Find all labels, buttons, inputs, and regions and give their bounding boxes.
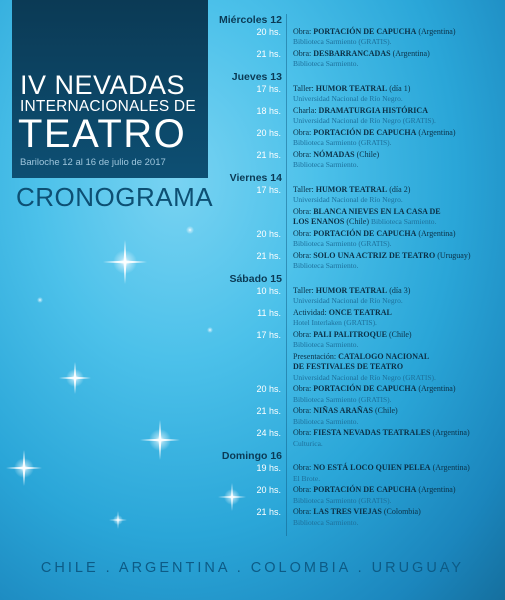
event-title: PORTACIÓN DE CAPUCHA xyxy=(313,27,417,36)
event-title: HUMOR TEATRAL xyxy=(315,185,388,194)
section-title: CRONOGRAMA xyxy=(16,182,214,212)
event-line xyxy=(293,308,500,318)
event-origin: (Chile) xyxy=(373,406,398,416)
event-venue: Biblioteca Sarmiento (GRATIS). xyxy=(293,37,392,47)
event-origin: (Chile) xyxy=(386,330,412,340)
event-title-cont: DE FESTIVALES DE TEATRO xyxy=(293,362,404,372)
event-title: PORTACIÓN DE CAPUCHA xyxy=(313,128,417,137)
event-title: FIESTA NEVADAS TEATRALES xyxy=(313,428,431,438)
event-origin: (Argentina) xyxy=(430,463,470,473)
event-venue: Biblioteca Sarmiento. xyxy=(293,59,359,69)
event-time xyxy=(200,207,281,227)
event-row xyxy=(200,150,500,170)
event-time: 20 hs. xyxy=(256,27,281,37)
event-line xyxy=(293,362,500,372)
event-time: 10 hs. xyxy=(256,286,281,297)
day-label: Jueves 13 xyxy=(231,71,282,83)
event-row xyxy=(200,308,500,328)
event-type: Obra: xyxy=(293,27,314,36)
event-time xyxy=(200,352,281,382)
event-title: CATALOGO NACIONAL xyxy=(338,352,430,362)
event-origin: (Colombia) xyxy=(381,507,421,517)
event-line xyxy=(293,251,500,261)
event-origin: (Argentina) xyxy=(430,428,470,438)
event-row xyxy=(200,229,500,249)
event-body xyxy=(281,507,500,527)
event-title: NIÑAS ARAÑAS xyxy=(313,406,374,416)
event-venue: Hotel Interlaken (GRATIS). xyxy=(293,318,377,328)
event-type: Obra: xyxy=(293,229,314,239)
event-origin: (día 2) xyxy=(387,185,411,194)
event-origin: (Argentina) xyxy=(416,27,456,36)
event-type: Charla: xyxy=(293,106,319,115)
event-row xyxy=(200,27,500,47)
event-time: 19 hs. xyxy=(256,463,281,474)
day-block xyxy=(200,71,500,170)
event-body xyxy=(281,229,500,249)
event-venue: Universidad Nacional de Río Negro. xyxy=(293,195,403,205)
event-type: Obra: xyxy=(293,428,314,438)
event-body xyxy=(281,428,500,448)
event-row xyxy=(200,485,500,505)
event-origin: (Argentina) xyxy=(416,485,456,495)
event-time: 21 hs. xyxy=(256,406,281,417)
event-title: DRAMATURGIA HISTÓRICA xyxy=(318,106,428,115)
event-type: Obra: xyxy=(293,128,314,137)
countries-footer: CHILE . ARGENTINA . COLOMBIA . URUGUAY xyxy=(40,560,465,576)
event-type: Obra: xyxy=(293,406,314,416)
event-title: PORTACIÓN DE CAPUCHA xyxy=(313,229,417,239)
event-body xyxy=(281,84,500,104)
event-row xyxy=(200,463,500,483)
event-venue: Universidad Nacional de Río Negro (GRATIS). xyxy=(293,116,436,126)
event-time: 17 hs. xyxy=(256,84,281,94)
event-title: PORTACIÓN DE CAPUCHA xyxy=(313,485,417,495)
event-title: PORTACIÓN DE CAPUCHA xyxy=(313,384,417,394)
event-body xyxy=(281,485,500,505)
event-venue: Biblioteca Sarmiento (GRATIS). xyxy=(293,138,392,148)
day-label: Viernes 14 xyxy=(229,172,282,184)
schedule-list xyxy=(200,14,500,529)
event-type: Obra: xyxy=(293,330,314,340)
event-type: Obra: xyxy=(293,463,314,473)
festival-place-date: Bariloche 12 al 16 de julio de 2017 xyxy=(20,157,166,168)
day-block xyxy=(200,14,500,69)
festival-title-line1: IV NEVADAS xyxy=(20,70,186,100)
event-origin: (Chile) xyxy=(354,150,380,159)
event-body xyxy=(281,286,500,306)
event-body xyxy=(281,207,500,227)
event-origin: (Argentina) xyxy=(416,229,456,239)
event-venue: Culturica. xyxy=(293,438,323,448)
event-line xyxy=(293,384,500,394)
event-origin: (Argentina) xyxy=(390,49,430,58)
event-title: DESBARRANCADAS xyxy=(313,49,391,58)
event-time: 18 hs. xyxy=(256,106,281,116)
event-venue: Biblioteca Sarmiento (GRATIS). xyxy=(293,239,392,249)
event-title: NÓMADAS xyxy=(313,150,355,159)
event-line xyxy=(293,207,500,217)
event-origin: (día 3) xyxy=(387,286,411,296)
event-time: 20 hs. xyxy=(256,128,281,138)
event-venue: Biblioteca Sarmiento. xyxy=(293,160,359,170)
event-row xyxy=(200,49,500,69)
event-type: Taller: xyxy=(293,286,316,296)
event-body xyxy=(281,27,500,47)
event-title: PALI PALITROQUE xyxy=(313,330,387,340)
event-line xyxy=(293,507,500,517)
event-origin: (día 1) xyxy=(387,84,411,93)
event-body xyxy=(281,308,500,328)
event-line xyxy=(293,106,500,116)
day-block xyxy=(200,273,500,448)
event-type: Obra: xyxy=(293,507,314,517)
event-title: BLANCA NIEVES EN LA CASA DE xyxy=(313,207,441,216)
event-body xyxy=(281,106,500,126)
day-block xyxy=(200,172,500,271)
festival-title-line2: INTERNACIONALES DE xyxy=(20,98,196,115)
event-venue: Biblioteca Sarmiento (GRATIS). xyxy=(293,495,392,505)
event-type: Actividad: xyxy=(293,308,329,318)
event-row xyxy=(200,330,500,350)
event-time: 20 hs. xyxy=(256,485,281,496)
event-origin: (Argentina) xyxy=(416,384,456,394)
event-line xyxy=(293,352,500,362)
event-type: Obra: xyxy=(293,49,314,58)
event-title: HUMOR TEATRAL xyxy=(315,84,388,93)
day-block xyxy=(200,450,500,527)
event-line xyxy=(293,217,500,227)
event-body xyxy=(281,128,500,148)
event-origin: (Chile) xyxy=(344,217,372,227)
event-venue: Universidad Nacional de Río Negro (GRATIS). xyxy=(293,372,436,382)
event-time: 21 hs. xyxy=(256,150,281,160)
event-row xyxy=(200,251,500,271)
event-origin: (Argentina) xyxy=(416,128,456,137)
event-time: 21 hs. xyxy=(256,251,281,262)
event-venue: Universidad Nacional de Río Negro. xyxy=(293,94,403,104)
event-venue: Biblioteca Sarmiento. xyxy=(293,517,359,527)
event-row xyxy=(200,507,500,527)
event-venue: Universidad Nacional de Río Negro. xyxy=(293,296,403,306)
event-type: Obra: xyxy=(293,384,314,394)
event-title-cont: LOS ENANOS xyxy=(293,217,345,227)
event-time: 20 hs. xyxy=(256,229,281,240)
event-time: 17 hs. xyxy=(256,330,281,341)
event-title: HUMOR TEATRAL xyxy=(315,286,388,296)
day-label: Sábado 15 xyxy=(229,273,282,286)
event-body xyxy=(281,406,500,426)
festival-title-block xyxy=(12,0,208,178)
event-time: 20 hs. xyxy=(256,384,281,395)
event-time: 21 hs. xyxy=(256,507,281,518)
event-type: Taller: xyxy=(293,84,316,93)
event-type: Obra: xyxy=(293,251,314,261)
event-venue: Biblioteca Sarmiento. xyxy=(293,416,359,426)
event-origin: (Uruguay) xyxy=(435,251,471,261)
event-row xyxy=(200,286,500,306)
event-line xyxy=(293,27,500,37)
event-line xyxy=(293,286,500,296)
event-line xyxy=(293,49,500,59)
event-time: 21 hs. xyxy=(256,49,281,59)
event-line xyxy=(293,428,500,438)
event-row xyxy=(200,106,500,126)
event-body xyxy=(281,330,500,350)
event-line xyxy=(293,229,500,239)
event-venue: Biblioteca Sarmiento. xyxy=(371,217,437,227)
event-row xyxy=(200,185,500,205)
event-type: Presentación: xyxy=(293,352,339,362)
event-time: 17 hs. xyxy=(256,185,281,195)
event-venue: Biblioteca Sarmiento (GRATIS). xyxy=(293,394,392,404)
event-body xyxy=(281,185,500,205)
event-venue: El Brote. xyxy=(293,473,321,483)
event-body xyxy=(281,49,500,69)
event-venue: Biblioteca Sarmiento. xyxy=(293,340,359,350)
event-title: NO ESTÁ LOCO QUIEN PELEA xyxy=(313,463,431,473)
event-body xyxy=(281,352,500,382)
event-row xyxy=(200,384,500,404)
event-time: 24 hs. xyxy=(256,428,281,439)
event-line xyxy=(293,128,500,138)
event-body xyxy=(281,463,500,483)
day-label: Domingo 16 xyxy=(221,450,282,463)
event-title: ONCE TEATRAL xyxy=(328,308,392,318)
event-body xyxy=(281,150,500,170)
event-line xyxy=(293,485,500,495)
day-label: Miércoles 12 xyxy=(218,14,282,26)
event-line xyxy=(293,84,500,94)
event-row xyxy=(200,406,500,426)
event-row xyxy=(200,84,500,104)
event-row xyxy=(200,128,500,148)
event-line xyxy=(293,463,500,473)
event-row xyxy=(200,207,500,227)
event-type: Obra: xyxy=(293,207,314,216)
event-type: Obra: xyxy=(293,150,314,159)
event-line xyxy=(293,330,500,340)
event-type: Obra: xyxy=(293,485,314,495)
festival-title-line3: TEATRO xyxy=(18,112,187,156)
event-time: 11 hs. xyxy=(257,308,281,319)
event-title: SOLO UNA ACTRIZ DE TEATRO xyxy=(313,251,436,261)
event-body xyxy=(281,251,500,271)
event-line xyxy=(293,150,500,160)
event-title: LAS TRES VIEJAS xyxy=(313,507,382,517)
event-row xyxy=(200,352,500,382)
event-line xyxy=(293,406,500,416)
event-body xyxy=(281,384,500,404)
event-row xyxy=(200,428,500,448)
event-line xyxy=(293,185,500,195)
event-venue: Biblioteca Sarmiento. xyxy=(293,261,359,271)
event-type: Taller: xyxy=(293,185,316,194)
